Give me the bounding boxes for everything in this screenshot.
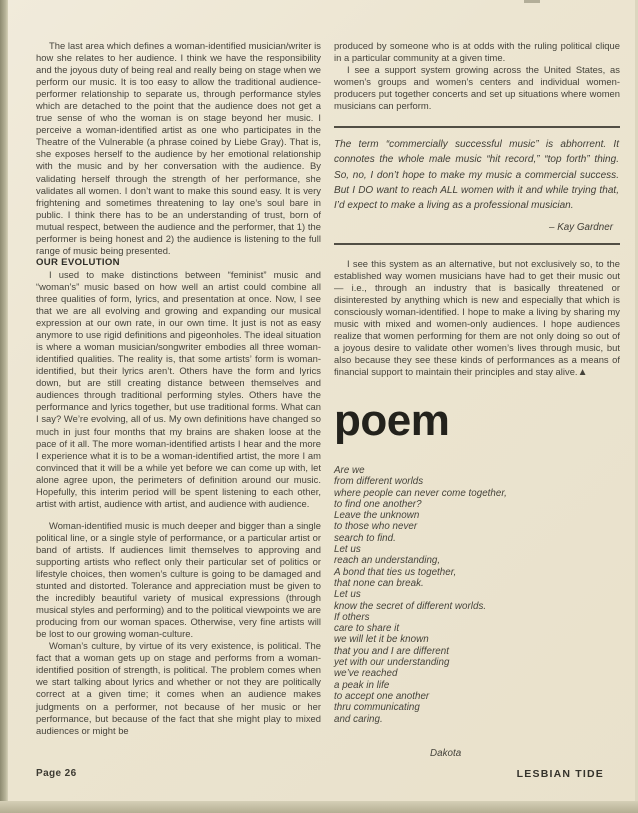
page-left-edge (0, 0, 8, 813)
page-bottom-edge (0, 801, 638, 813)
end-of-article-marker: ▲ (577, 366, 588, 378)
poem-line: care to share it (334, 623, 400, 635)
poem-body (334, 465, 620, 736)
poem-line: yet with our understanding (334, 657, 450, 669)
scan-registration-mark (524, 0, 540, 3)
article-paragraph: Woman’s culture, by virtue of its very existence, is political. The fact that a woman gets up on stage and performs from a woman-identified position of strength, is political. The problem comes when we start talking about lyrics and whether or not they are politically correct at a given time; it comes when an audience makes judgments on a performer, not because of her music or her performance, but because of the fact that she might play to mixed audiences or might be (36, 640, 321, 736)
poem-line: we will let it be known (334, 634, 429, 646)
poem-line: where people can never come together, (334, 487, 507, 499)
poem-line: Are we (334, 464, 365, 476)
poem-line: Let us (334, 544, 361, 556)
article-paragraph: I used to make distinctions between “feminist” music and “woman’s” music based on how well an artist could combine all three qualities of form, lyrics, and presentation at once. Now, I see that we are all evolving and growing and expanding our musical expression at our own rate, in our own time. It just is not as easy anymore to use rigid definitions and pigeonholes. The ideal situation is where a woman musician/songwriter embodies all three woman-identified qualities. The reality is, that some artists’ form is woman-identified, but their lyrics aren’t. Others have the form and lyrics down, but are still creating distance between themselves and audiences through traditional performing styles. Others have the performance and lyrics together, but use traditional forms. What can I say? We’re evolving, all of us. My own definitions have changed so much in just four months that my brains are shaken loose at the pace of it all. The more woman-identified artists I hear and the more I experience what it is to be a woman-identified artist, the more I am convinced that it will be a while yet before we can come up with, let alone agree upon, the perimeters of definition around our music. Hopefully, this interim period will be spent listening to each other, artist with artist, audience with artist, and audience with audience. (36, 268, 321, 509)
poem-author: Dakota (430, 748, 462, 760)
poem-line: from different worlds (334, 476, 424, 488)
poem-line: search to find. (334, 532, 396, 544)
article-paragraph-text: I see this system as an alternative, but not exclusively so, to the established way women musicians have had to get their music out — i.e., through an industry that is basically threatened or disinterested by anything which is new and especially that which is consciously woman-identified. I hope to make a living by sharing my music with mixed and women-only audiences. I hope audiences realize that women performing for them are not only doing so out of a joyous desire to validate other women’s lives through music, but also because they see these kinds of performances as a means of financial support to maintain their principles and stay alive. (334, 257, 620, 377)
article-paragraph: I see a support system growing across the United States, as women’s groups and women’s centers and individual women-producers put together concerts and set up situations where women musicians can perform. (334, 64, 620, 112)
poem-line: A bond that ties us together, (334, 566, 457, 578)
poem-line: that none can break. (334, 577, 424, 589)
poem-line: Leave the unknown (334, 510, 420, 522)
article-paragraph: The last area which defines a woman-identified musician/writer is how she relates to her audience. I think we have the responsibility and the joyous duty of being real and really being on stage when we perform our music. It is too easy to allow the traditional audience-performer relationship to separate us, through performance styles which are detached to the point that the audience does not get a true sense of who the woman is on stage beyond her music. I perceive a woman-identified artist as one who participates in the Theatre of the Vulnerable (a phrase coined by Liebe Gray). That is, she exposes herself to the audience by her emotional relationship with the music and by her conversation with the audience. By validating herself through the strength of her performance, she validates all women. I don’t want to make this sound easy. It is very frightening and sometimes threatening to lay one’s soul bare in public. I think there has to be an understanding of trust, born of mutual respect, between the audience and the performer, that 1) the performer is being honest and 2) the audience is listening to the full range of music being presented. (36, 40, 321, 256)
poem-line: to find one another? (334, 498, 422, 510)
poem-line: and caring. (334, 713, 383, 725)
poem-line: thru communicating (334, 702, 420, 714)
section-heading: OUR EVOLUTION (36, 256, 120, 268)
magazine-title: LESBIAN TIDE (516, 768, 604, 780)
poem-line (334, 725, 620, 736)
page-number: Page 26 (36, 768, 77, 779)
pull-quote-text: The term “commercially successful music” is abhorrent. It connotes the whole male music “hit record,” “top forth” thing. So, no, I don’t hope to make my music a commercial success. But I DO want to reach ALL women with it and while trying that, I’d expect to make a living as a professional musician. (334, 139, 619, 212)
article-left-column (36, 40, 321, 737)
article-paragraph: Woman-identified music is much deeper and bigger than a single political line, or a single style of performance, or a particular artist or band of artists. If audiences limit themselves to approving and supporting artists who reflect only their particular set of politics or lifestyle choices, then women’s culture is going to be damaged and stunted and distorted. Tolerance and appreciation must be given to the incredibly beautiful variety of musical expressions (through musical styles and performing) and to the political viewpoints we are producing from our woman spaces. Otherwise, very fine artists will be lost to our growing woman-culture. (36, 519, 321, 640)
poem-line: Let us (334, 589, 361, 601)
poem-line: we’ve reached (334, 668, 398, 680)
poem-section (334, 395, 620, 760)
article-right-column (334, 40, 620, 760)
poem-title: poem (334, 395, 450, 445)
poem-line: that you and I are different (334, 645, 449, 657)
poem-line: If others (334, 611, 370, 623)
poem-line: to those who never (334, 521, 418, 533)
pull-quote (334, 126, 620, 244)
poem-line: to accept one another (334, 690, 430, 702)
article-paragraph (334, 258, 620, 379)
article-paragraph: produced by someone who is at odds with the ruling political clique in a particular community at a given time. (334, 40, 620, 64)
poem-line: know the secret of different worlds. (334, 600, 487, 612)
poem-line: reach an understanding, (334, 555, 441, 567)
poem-line: a peak in life (334, 679, 390, 691)
pull-quote-attribution: – Kay Gardner (549, 222, 613, 234)
